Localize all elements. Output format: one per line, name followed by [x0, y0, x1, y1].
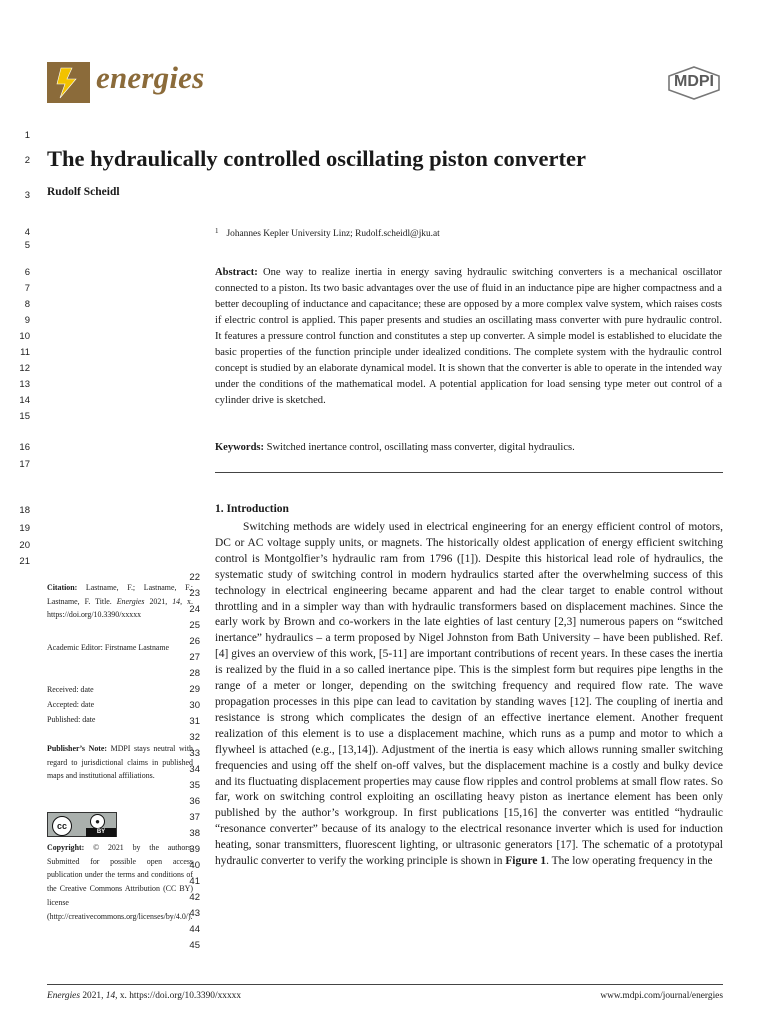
line-number: 41 [189, 876, 200, 887]
publisher-note-text: MDPI stays neutral with regard to jurisdictional claims in published maps and institutional affiliations. [47, 744, 193, 781]
line-number: 16 [19, 442, 30, 453]
author-name: Rudolf Scheidl [47, 186, 120, 198]
line-number: 4 [24, 227, 30, 238]
line-number: 27 [189, 652, 200, 663]
line-number: 14 [19, 395, 30, 406]
line-number: 5 [24, 240, 30, 251]
publisher-logo-text: MDPI [674, 73, 714, 90]
line-number: 11 [20, 347, 30, 358]
introduction-body [215, 520, 723, 870]
line-number: 20 [19, 540, 30, 551]
line-number: 7 [24, 283, 30, 294]
footer-doi-link[interactable]: , x. https://doi.org/10.3390/xxxxx [115, 991, 242, 1001]
line-number: 34 [189, 764, 200, 775]
citation-label: Citation: [47, 583, 78, 592]
line-number: 13 [19, 379, 30, 390]
received-date: Received: date [47, 685, 94, 694]
affiliation-text: Johannes Kepler University Linz; Rudolf.scheidl@jku.at [226, 229, 440, 239]
intro-text: Switching methods are widely used in electrical engineering for an energy efficient control of motors, DC or AC voltage supply units, or magnets. The historically oldest application of energy efficient switching control is Montgolfier’s hydraulic ram from 1796 ([1]). Despite this historical lead role of hydraulics, the systematic study of switching control in modern hydraulics started after the overwhelming success of this technology in electrical engineering became apparent and had the clear target to enable control without throttling and in a simpler way than with hydraulic transformers based on displacement machines. Since the early work by Brown and co-workers in the late eighties of last century [2,3] numerous papers on “switched inertance” hydraulics – a term proposed by Nigel Johnston from Bath University – have been published. Ref. [4] gives an overview of this work, [5-11] are important contributions of recent years. In these cases the inertia is realized by the fluid in a so called inertance pipe. This is the simplest form but requires pipe lengths in the range of a meter or longer, depending on the switching frequency and required flow rate. The wave propagation processes in this pipe can lead to cavitation by standing waves [12]. The coupling of inertia and resistance is strong which complicates the design of an effective inertance element. Another frequent realization of this element is to use a displacement machine, which runs as a pump and motor to which a flywheel is attached (e.g., [13,14]). Adjustment of the inertia is easy which allows running smaller switching frequencies and using off the shelf on-off valves, but the displacement machine is a costly and bulky device and its fluctuating displacement properties may cause flow ripples and control problems at small flow rates. So far, work on switching control exploiting an oscillating heavy piston as inertance element has been only published by the author’s workgroup. In first publications [15,16] the converter was entitled “hydraulic “resonance converter” because of its analogy to the electrical resonance inverter which is used for induction heating, sonar transmitters, fluorescent lighting, or ultrasonic generators [17]. The schematic of a prototypal hydraulic converter to verify the working principle is shown in [215, 521, 723, 868]
line-number: 32 [189, 732, 200, 743]
citation-block [47, 581, 193, 622]
citation-doi-link[interactable]: , x. https://doi.org/10.3390/xxxxx [47, 596, 193, 620]
line-number: 42 [189, 892, 200, 903]
publisher-note-label: Publisher’s Note: [47, 744, 108, 753]
cc-by-license-badge[interactable] [47, 812, 117, 837]
citation-volume: 14 [172, 596, 181, 606]
line-number: 19 [19, 523, 30, 534]
copyright-notice [47, 841, 193, 923]
footer-volume: 14 [105, 991, 116, 1001]
creative-commons-icon: cc [52, 816, 72, 836]
line-number: 18 [19, 505, 30, 516]
published-date: Published: date [47, 715, 96, 724]
line-number: 45 [189, 940, 200, 951]
line-number: 1 [24, 130, 30, 141]
attribution-person-icon: ● [90, 814, 105, 829]
line-number: 29 [189, 684, 200, 695]
line-number: 2 [24, 155, 30, 166]
line-number: 24 [189, 604, 200, 615]
publisher-note [47, 742, 193, 783]
paper-title: The hydraulically controlled oscillating piston converter [47, 146, 586, 171]
footer-citation [47, 991, 241, 1001]
lightning-bolt-icon [47, 62, 90, 103]
intro-text-continued: . The low operating frequency in the [546, 855, 713, 868]
line-number: 3 [24, 190, 30, 201]
line-number: 30 [189, 700, 200, 711]
keywords-label: Keywords: [215, 442, 264, 453]
citation-year: 2021, [149, 596, 168, 606]
line-number: 44 [189, 924, 200, 935]
journal-logo [47, 62, 90, 103]
line-number: 39 [189, 844, 200, 855]
line-number: 37 [189, 812, 200, 823]
academic-editor: Academic Editor: Firstname Lastname [47, 643, 170, 652]
line-number: 17 [19, 459, 30, 470]
footer-journal-url[interactable]: www.mdpi.com/journal/energies [600, 991, 723, 1001]
line-number: 31 [189, 716, 200, 727]
figure-reference-link[interactable]: Figure 1 [505, 855, 547, 868]
line-number: 43 [189, 908, 200, 919]
keywords-text: Switched inertance control, oscillating mass converter, digital hydraulics. [266, 442, 575, 453]
copyright-text: © 2021 by the authors. Submitted for possible open access publication under the terms and conditions of the Creative Commons Attribution (CC BY) license (http://creativecommons.org/licenses/by/4.0/). [47, 843, 193, 921]
line-number: 6 [24, 267, 30, 278]
footer-divider [47, 984, 723, 985]
line-number: 36 [189, 796, 200, 807]
accepted-date: Accepted: date [47, 700, 95, 709]
section-heading-introduction: 1. Introduction [215, 503, 289, 515]
footer-year: 2021, [82, 991, 104, 1001]
line-number: 12 [19, 363, 30, 374]
line-number: 33 [189, 748, 200, 759]
copyright-label: Copyright: [47, 843, 85, 852]
line-number: 8 [24, 299, 30, 310]
line-number: 40 [189, 860, 200, 871]
line-number: 26 [189, 636, 200, 647]
keywords [215, 440, 722, 456]
line-number: 15 [19, 411, 30, 422]
section-divider [215, 472, 723, 473]
line-number: 23 [189, 588, 200, 599]
affiliation [215, 227, 440, 239]
line-number: 22 [189, 572, 200, 583]
citation-journal: Energies [116, 596, 145, 606]
citation-authors: Lastname, F.; Lastname, F.; Lastname, F. Title. [47, 583, 193, 606]
line-number: 38 [189, 828, 200, 839]
line-number: 21 [19, 556, 30, 567]
line-number: 25 [189, 620, 200, 631]
abstract-text: One way to realize inertia in energy saving hydraulic switching converters is a mechanical oscillator connected to a piston. Its two basic advantages over the use of fluid in an inductance pipe are higher compactness and a better decoupling of inductance and capacitance; these are opposed by a more complex valve system, which raises costs if electric control is applied. This paper presents and studies an oscillating mass converter with pure hydraulic control. It features a pressure control function and constitutes a step up converter. A simple model is established to elucidate the basic properties of the function principle under idealized conditions. The complete system with the hydraulic control concept is studied by an elaborate dynamical model. It is shown that the converter is able to operate in the intended way under the conditions of the mathematical model. A potential application for load sensing type meter out control of a cylinder drive is sketched. [215, 267, 722, 406]
abstract [215, 265, 722, 409]
line-number: 28 [189, 668, 200, 679]
abstract-label: Abstract: [215, 267, 258, 278]
footer-journal: Energies [47, 991, 80, 1001]
cc-by-label: BY [86, 828, 116, 837]
line-number: 35 [189, 780, 200, 791]
journal-name[interactable]: energies [96, 60, 205, 95]
line-number: 10 [19, 331, 30, 342]
affiliation-superscript: 1 [215, 227, 219, 235]
line-number: 9 [24, 315, 30, 326]
